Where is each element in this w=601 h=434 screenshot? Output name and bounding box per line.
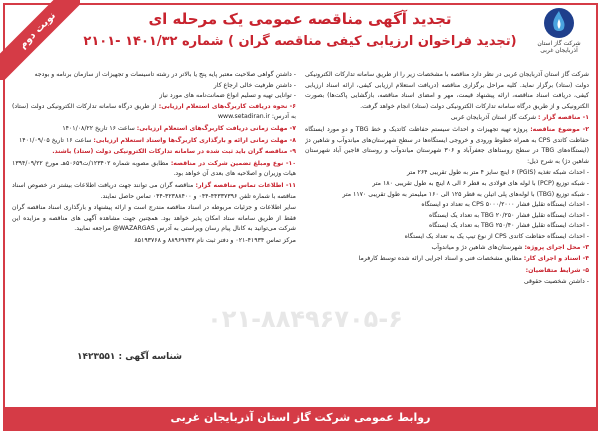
list-item: - توانایی تهیه و تسلیم انواع ضمانت‌نامه های مورد نیاز [12,91,296,102]
section-8-title: ۸- مهلت زمانی ارائه و بارگذاری کاربرگ‌ها واسناد استعلام ارزیابی: [93,136,296,144]
list-item: - داشتن گواهی صلاحیت معتبر پایه پنج یا بالاتر در رشته تاسیسات و تجهیزات از سازمان برنامه و بودجه [12,70,296,81]
notice-header [70,6,530,68]
section-1 [305,113,589,124]
notice-id: شناسه آگهی : ۱۴۲۳۵۵۱ [76,352,182,362]
section-8 [12,136,296,147]
notice-title: تجدید آگهی مناقصه عمومی یک مرحله ای [148,10,452,28]
corner-ribbon [0,0,80,80]
section-8-text: ساعت ۱۶ تاریخ ۱۴۰۱/۰۹/۰۵ [18,136,92,144]
section-7 [12,124,296,135]
section-11-text: مناقصه گران می توانند جهت دریافت اطلاعات بیشتر در خصوص اسناد مناقصه با شماره تلفن ۴۴۳۳۷۳۹۶-۰۴۴ و ۳۲۳۸۸۴۰۰-۰۴۴ تماس حاصل نمایند. [12,181,296,200]
list-item: - داشتن شخصیت حقوقی [305,277,589,288]
section-7-text: ساعت ۱۶ تاریخ ۱۴۰۱/۰۸/۲۲ [62,124,135,132]
phone-watermark: ۰۲۱-۸۸۴۹۶۷۰۵-۶ [207,305,403,333]
list-item: - داشتن ظرفیت خالی ارجاع کار [12,81,296,92]
section-6-title: ۶- نحوه دریافت کاربرگ‌های استعلام ارزیابی: [158,102,296,110]
scope-list [305,168,589,242]
list-item: - احداث ایستگاه حفاظت کاتدی CPS از نوع تیپ یک به تعداد یک ایستگاه [305,232,589,243]
section-9-title: ۹- مناقصه گران باید ثبت شده در سامانه تدارکات الکترونیکی دولت (ستاد) باشند. [52,148,296,156]
section-10 [12,159,296,180]
gas-flame-logo-icon [542,6,576,40]
footer-banner: روابط عمومی شرکت گاز استان آذربایجان غربی [5,407,596,429]
requirements-list-start [305,277,589,288]
contact-line: مرکز تماس ۴۱۹۳۴-۰۲۱ و دفتر ثبت نام ۸۸۹۶۹۷۳۷ و ۸۵۱۹۳۷۶۸ [134,236,296,244]
section-11-title: ۱۱- اطلاعات تماس مناقصه گزار: [195,181,296,189]
section-5 [305,266,589,277]
notice-subtitle: (تجدید فراخوان ارزیابی کیفی مناقصه گران ) شماره ۱۴۰۱/۳۲ -۲۱۰۱ [83,34,517,49]
section-1-text: شرکت گاز استان آذربایجان غربی [450,114,537,122]
section-12: سایر اطلاعات و جزئیات مربوطه در اسناد مناقصه مندرج است و ارائه پیشنهاد و بارگذاری اسناد مناقصه گران فقط از طریق سامانه ستاد امکان پذیر خواهد بود. همچنین جهت مشاهده آگهی های مناقصه و مزایده این شرکت می‌توانید به کانال پیام رسان ویراستی به آدرس WAZARGAS@ مراجعه نمایید. [12,204,296,233]
section-5-title: ۵- شرایط متقاضیان: [525,266,589,274]
requirements-list [12,70,296,102]
section-10-text: مطابق مصوبه شماره ۱۲۳۴۰۲/ت۵۰۶۵۹هـ مورخ ۱۳۹۴/۰۹/۲۲ هیات وزیران و اصلاحیه های بعدی آن خواهد بود. [12,159,296,178]
intro-paragraph: شرکت گاز استان آذربایجان غربی در نظر دارد مناقصه با مشخصات زیر را از طریق سامانه تدارکات الکترونیکی دولت (ستاد) برگزار نماید. کلیه مراحل برگزاری مناقصه (دریافت استعلام ارزیابی کیفی، ارائه اسناد ارزیابی کیفی، دریافت اسناد مناقصه، ارائه پیشنهاد قیمت، مهر و امضای اسناد مناقصه، بازگشایی پاکت‌ها) بصورت الکترونیکی و از طریق درگاه سامانه تدارکات الکترونیکی دولت (ستاد) انجام خواهد گرفت. [305,71,589,110]
logo-line2: آذربایجان غربی [540,47,578,54]
section-3 [305,243,589,254]
section-10-title: ۱۰- نوع ومبلغ تضمین شرکت در مناقصه: [170,159,296,167]
section-4-text: مطابق مشخصات فنی و اسناد اجرایی ارائه شده توسط کارفرما [358,255,522,263]
section-3-text: شهرستان‌های شاهین دژ و میاندوآب [431,243,523,251]
section-1-title: ۱- مناقصه گزار : [538,114,589,122]
list-item: - شبکه توزیع (TBG) با لوله‌های پلی اتیلن به قطر ۱۲۵ الی ۱۶۰ میلیمتر به طول تقریبی ۱۱۷۰ متر [305,190,589,201]
list-item: - احداث ایستگاه تقلیل فشار CPS ۵۰۰۰/۲۰۰۰ به تعداد دو ایستگاه [305,200,589,211]
section-6-text: از طریق درگاه سامانه تدارکات الکترونیکی دولت (ستاد) به آدرس: www.setadiran.ir [12,102,296,121]
section-11 [12,181,296,202]
company-logo [525,6,593,66]
section-7-title: ۷- مهلت زمانی دریافت کاربرگ‌های استعلام ارزیابی: [136,124,296,132]
section-3-title: ۳- محل اجرای پروژه: [524,243,589,251]
logo-line1: شرکت گاز استان [537,40,581,47]
section-9 [12,147,296,158]
list-item: - احداث ایستگاه تقلیل فشار TBG ۲۰/۲۵۰ به تعداد یک ایستگاه [305,211,589,222]
list-item: - شبکه توزیع (PCP) با لوله های فولادی به قطر ۶ الی ۸ اینچ به طول تقریبی ۱۸۰ متر [305,179,589,190]
section-2 [305,125,589,167]
list-item: - احداث شبکه تغذیه (PGIS) ۶ اینچ سایز ۴ متر به طول تقریبی ۲۶۴ متر [305,168,589,179]
section-6 [12,102,296,123]
list-item: - احداث ایستگاه تقلیل فشار TBG ۲۵۰/۴۰ به تعداد یک ایستگاه [305,221,589,232]
ribbon-label: نوبت دوم [0,0,80,80]
section-4-title: ۴- اسناد و اجرای کار: [523,255,589,263]
section-2-title: ۲- موضوع مناقصه: [530,125,589,133]
section-2-text: پروژه تهیه تجهیزات و احداث سیستم حفاظت کاتدیک و خط TBG و دو مورد ایستگاه حفاظت کاتدی CPS به همراه خطوط ورودی و خروجی ایستگاه‌ها در سطح شهرستان‌های میاندوآب و شاهین دژ (ایستگاه‌های TBG در سطح روستاهای جعفرآباد و ۳۰۶ شهرستان میاندوآب و روستای قاجین آباد شهرستان شاهین دژ) به شرح ذیل: [305,125,589,165]
section-4 [305,254,589,265]
